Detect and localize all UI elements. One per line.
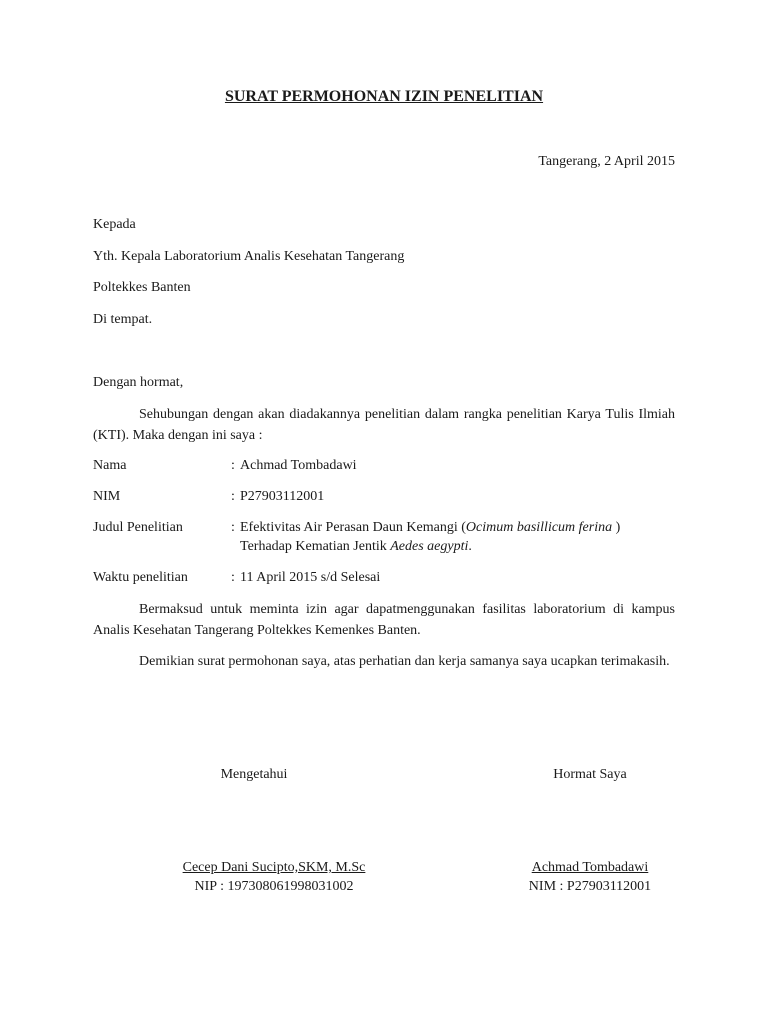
- judul-label: Judul Penelitian: [93, 520, 183, 535]
- nim-label: NIM: [93, 489, 121, 504]
- judul-species-1: Ocimum basillicum ferina: [465, 520, 613, 535]
- nama-colon: :: [231, 458, 235, 473]
- letter-title: SURAT PERMOHONAN IZIN PENELITIAN: [224, 88, 544, 105]
- nim-value: P27903112001: [240, 489, 325, 504]
- judul-value-line-1: [240, 519, 620, 537]
- recipient-line-1: Yth. Kepala Laboratorium Analis Kesehatan Tangerang: [93, 249, 405, 264]
- nama-label: Nama: [93, 458, 127, 473]
- waktu-label: Waktu penelitian: [93, 570, 188, 585]
- nim-colon: :: [231, 489, 235, 504]
- judul-text-1: Efektivitas Air Perasan Daun Kemangi (: [240, 520, 466, 535]
- intro-paragraph: Sehubungan dengan akan diadakannya penelitian dalam rangka penelitian Karya Tulis Ilmiah (KTI). Maka dengan ini saya :: [93, 407, 675, 443]
- right-signatory-nim: NIM : P27903112001: [528, 879, 652, 894]
- right-signature-heading: Hormat Saya: [553, 767, 627, 782]
- judul-value-line-2: [240, 538, 472, 556]
- waktu-value: 11 April 2015 s/d Selesai: [240, 570, 381, 585]
- judul-text-2: ): [612, 520, 621, 535]
- judul-text-3: Terhadap Kematian Jentik: [240, 539, 391, 554]
- purpose-paragraph: Bermaksud untuk meminta izin agar dapatmenggunakan fasilitas laboratorium di kampus Analis Kesehatan Tangerang Poltekkes Kemenkes Banten.: [93, 602, 675, 638]
- judul-species-2: Aedes aegypti: [390, 539, 469, 554]
- left-signatory-nip: NIP : 197308061998031002: [194, 879, 354, 894]
- nama-value: Achmad Tombadawi: [240, 458, 357, 473]
- judul-colon: :: [231, 520, 235, 535]
- greeting: Dengan hormat,: [93, 375, 184, 390]
- letter-date: Tangerang, 2 April 2015: [538, 154, 675, 169]
- left-signatory-name: Cecep Dani Sucipto,SKM, M.Sc: [182, 860, 366, 875]
- judul-text-end: .: [468, 539, 472, 554]
- waktu-colon: :: [231, 570, 235, 585]
- recipient-kepada: Kepada: [93, 217, 136, 232]
- left-signature-heading: Mengetahui: [220, 767, 288, 782]
- right-signatory-name: Achmad Tombadawi: [531, 860, 649, 875]
- recipient-line-2: Poltekkes Banten: [93, 280, 191, 295]
- closing-paragraph: Demikian surat permohonan saya, atas perhatian dan kerja samanya saya ucapkan terimakasih.: [139, 654, 670, 669]
- recipient-line-3: Di tempat.: [93, 312, 153, 327]
